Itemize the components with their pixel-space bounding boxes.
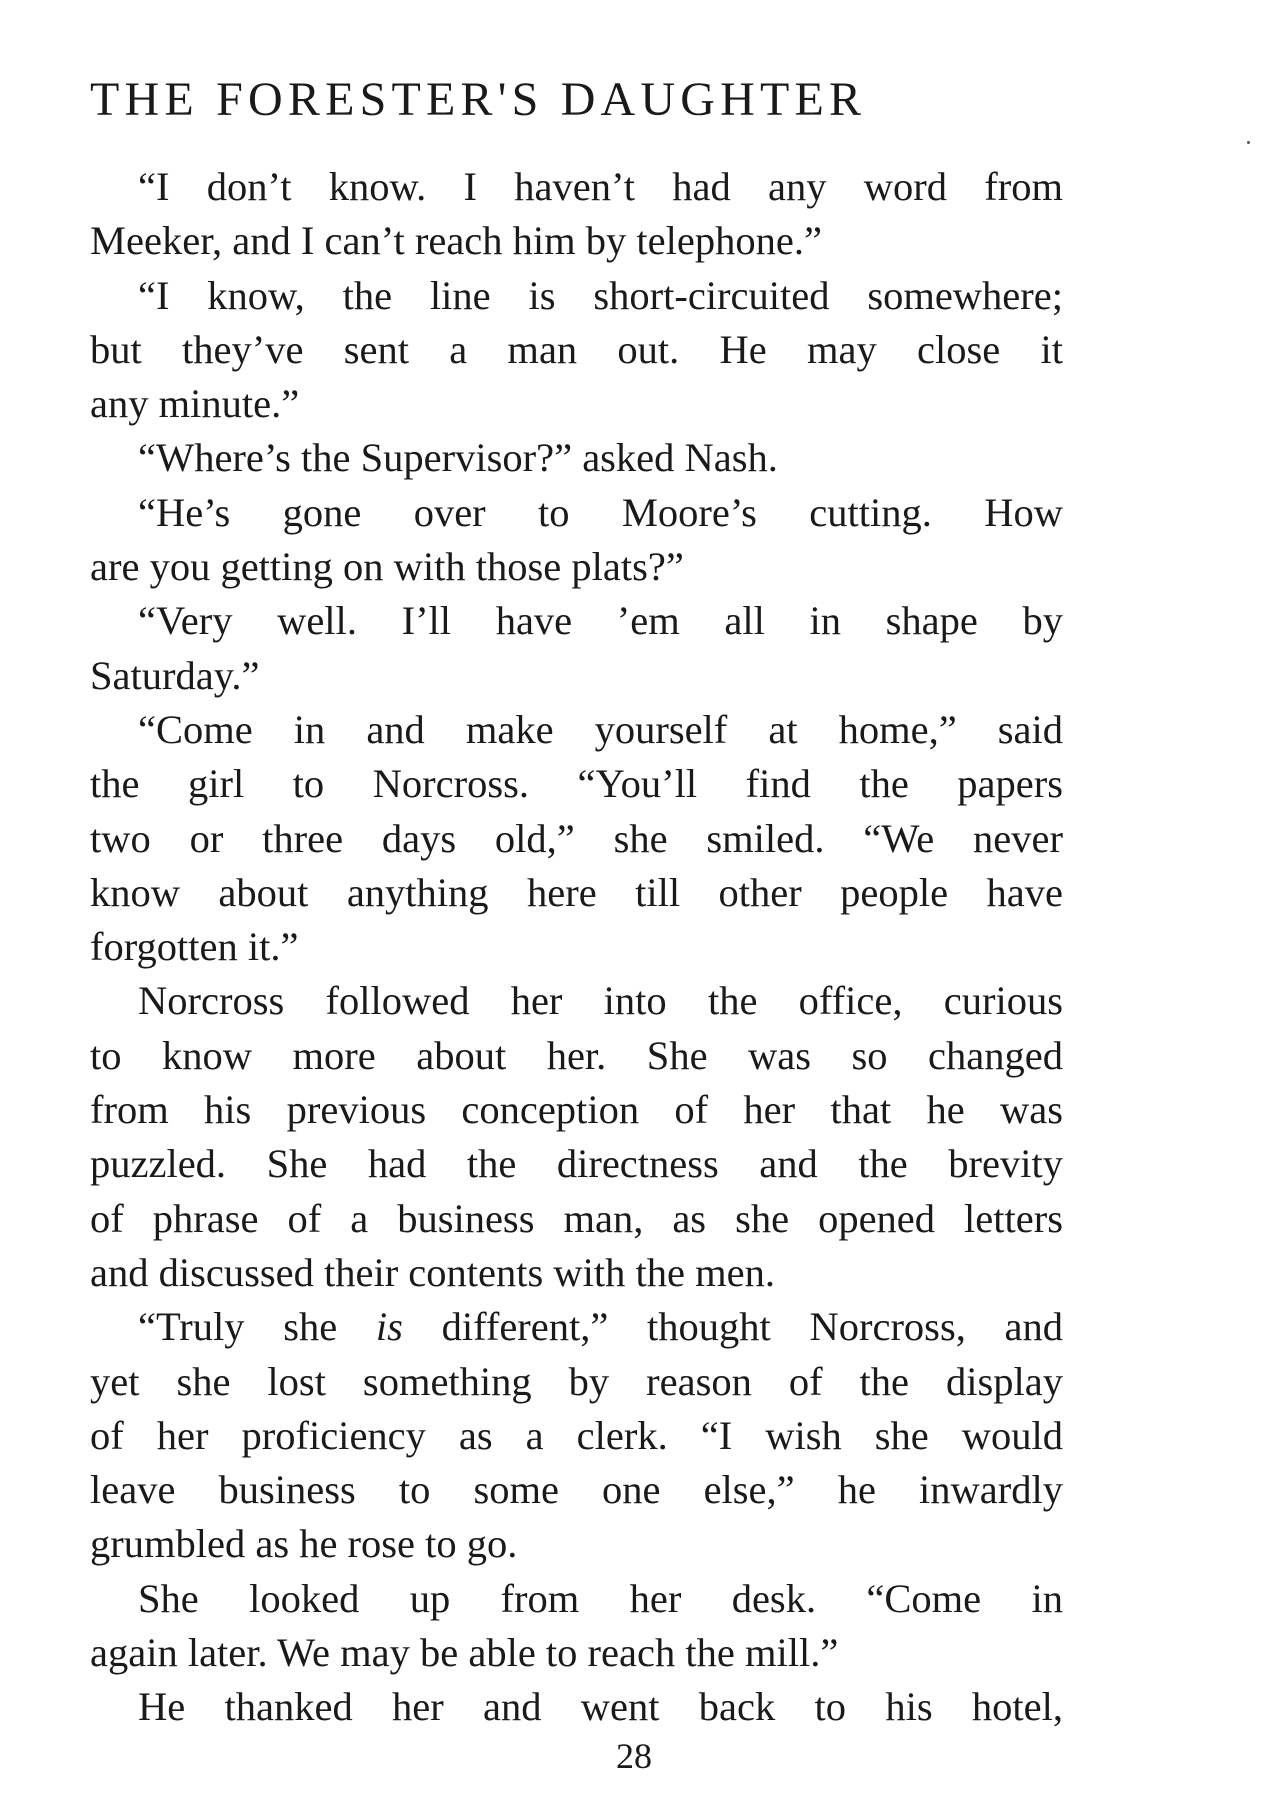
- running-head: THE FORESTER'S DAUGHTER: [90, 73, 867, 126]
- text-line: yet she lost something by reason of the display: [90, 1358, 1063, 1404]
- text-line: leave business to some one else,” he inwardly: [90, 1467, 1063, 1513]
- text-line: are you getting on with those plats?”: [90, 544, 684, 590]
- text-line: “Very well. I’ll have ’em all in shape by: [138, 598, 1063, 644]
- text-line: any minute.”: [90, 381, 300, 427]
- text-line: “He’s gone over to Moore’s cutting. How: [138, 489, 1063, 535]
- text-line: “Come in and make yourself at home,” said: [138, 706, 1063, 752]
- text-line: Norcross followed her into the office, curious: [138, 978, 1063, 1024]
- text-line: to know more about her. She was so changed: [90, 1032, 1063, 1078]
- text-line: two or three days old,” she smiled. “We never: [90, 815, 1063, 861]
- text-line: of phrase of a business man, as she opened letters: [90, 1195, 1063, 1241]
- page-number: 28: [616, 1736, 652, 1776]
- text-line: but they’ve sent a man out. He may close it: [90, 326, 1063, 372]
- text-line: and discussed their contents with the men.: [90, 1249, 775, 1295]
- text-line: the girl to Norcross. “You’ll find the papers: [90, 761, 1063, 807]
- text-line: from his previous conception of her that he was: [90, 1087, 1063, 1133]
- text-line: grumbled as he rose to go.: [90, 1521, 518, 1567]
- text-line: Saturday.”: [90, 652, 260, 698]
- text-line: know about anything here till other people have: [90, 869, 1063, 915]
- body-text: [90, 160, 1063, 1735]
- text-line: “Truly she is different,” thought Norcross, and: [138, 1304, 1063, 1350]
- text-line: “I know, the line is short-circuited somewhere;: [138, 272, 1063, 318]
- text-line: again later. We may be able to reach the mill.”: [90, 1630, 839, 1676]
- text-line: He thanked her and went back to his hotel,: [138, 1684, 1063, 1730]
- text-line: “Where’s the Supervisor?” asked Nash.: [138, 435, 778, 481]
- text-line: Meeker, and I can’t reach him by telephone.”: [90, 218, 822, 264]
- emphasis: is: [375, 1304, 403, 1350]
- text-line: of her proficiency as a clerk. “I wish she would: [90, 1412, 1063, 1458]
- text-line: forgotten it.”: [90, 924, 299, 970]
- text-line: She looked up from her desk. “Come in: [138, 1575, 1063, 1621]
- print-speck: [1247, 141, 1250, 144]
- text-line: “I don’t know. I haven’t had any word from: [138, 164, 1063, 209]
- text-line: puzzled. She had the directness and the brevity: [90, 1141, 1063, 1187]
